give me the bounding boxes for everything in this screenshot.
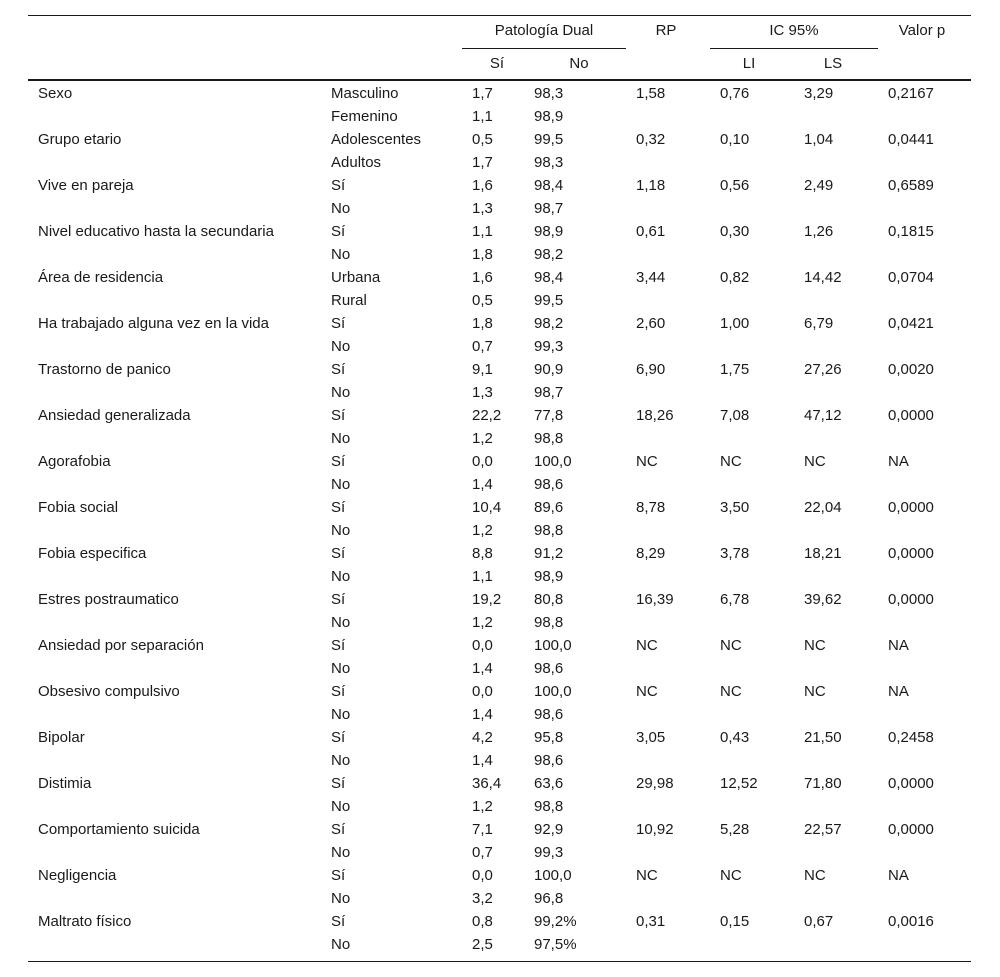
header-si: Sí <box>489 55 505 72</box>
table-header-rule <box>28 79 971 81</box>
ci-upper-value: 27,26 <box>804 361 842 378</box>
p-value: 0,0000 <box>888 775 934 792</box>
variable-label: Maltrato físico <box>38 913 132 930</box>
patologia-dual-underline <box>462 48 626 49</box>
dual-si-value: 0,7 <box>472 338 493 355</box>
variable-label: Ha trabajado alguna vez en la vida <box>38 315 269 332</box>
ci-upper-value: 1,04 <box>804 131 834 148</box>
dual-si-value: 7,1 <box>472 821 493 838</box>
p-value: 0,6589 <box>888 177 934 194</box>
dual-no-value: 98,6 <box>534 752 564 769</box>
dual-no-value: 63,6 <box>534 775 564 792</box>
category-label: Sí <box>331 867 346 884</box>
category-label: No <box>331 568 351 585</box>
variable-label: Vive en pareja <box>38 177 134 194</box>
dual-no-value: 98,9 <box>534 223 564 240</box>
variable-label: Sexo <box>38 85 73 102</box>
dual-si-value: 4,2 <box>472 729 493 746</box>
p-value: 0,0000 <box>888 499 934 516</box>
dual-si-value: 9,1 <box>472 361 493 378</box>
category-label: Sí <box>331 637 346 654</box>
dual-no-value: 98,4 <box>534 177 564 194</box>
dual-si-value: 36,4 <box>472 775 502 792</box>
dual-si-value: 1,3 <box>472 384 493 401</box>
ci-lower-value: 0,30 <box>720 223 750 240</box>
dual-si-value: 1,6 <box>472 177 493 194</box>
category-label: Sí <box>331 499 346 516</box>
dual-no-value: 98,6 <box>534 476 564 493</box>
dual-no-value: 98,3 <box>534 85 564 102</box>
dual-no-value: 99,5 <box>534 131 564 148</box>
category-label: Rural <box>331 292 367 309</box>
dual-no-value: 98,7 <box>534 200 564 217</box>
rp-value: 16,39 <box>636 591 674 608</box>
ci-upper-value: 1,26 <box>804 223 834 240</box>
dual-si-value: 1,4 <box>472 752 493 769</box>
dual-si-value: 1,1 <box>472 223 493 240</box>
category-label: No <box>331 200 351 217</box>
dual-si-value: 19,2 <box>472 591 502 608</box>
dual-no-value: 98,8 <box>534 522 564 539</box>
variable-label: Trastorno de panico <box>38 361 171 378</box>
category-label: Urbana <box>331 269 381 286</box>
dual-no-value: 91,2 <box>534 545 564 562</box>
rp-value: 10,92 <box>636 821 674 838</box>
dual-no-value: 98,7 <box>534 384 564 401</box>
dual-si-value: 1,8 <box>472 315 493 332</box>
p-value: 0,0000 <box>888 545 934 562</box>
variable-label: Obsesivo compulsivo <box>38 683 180 700</box>
p-value: 0,2458 <box>888 729 934 746</box>
variable-label: Distimia <box>38 775 92 792</box>
ci-lower-value: NC <box>720 867 742 884</box>
rp-value: 1,58 <box>636 85 666 102</box>
rp-value: 8,29 <box>636 545 666 562</box>
category-label: No <box>331 338 351 355</box>
p-value: NA <box>888 637 909 654</box>
dual-no-value: 97,5% <box>534 936 577 953</box>
rp-value: NC <box>636 867 658 884</box>
rp-value: 3,44 <box>636 269 666 286</box>
ci-upper-value: 6,79 <box>804 315 834 332</box>
dual-si-value: 1,3 <box>472 200 493 217</box>
dual-si-value: 1,2 <box>472 430 493 447</box>
rp-value: 18,26 <box>636 407 674 424</box>
dual-si-value: 1,1 <box>472 568 493 585</box>
dual-si-value: 1,4 <box>472 706 493 723</box>
category-label: Sí <box>331 361 346 378</box>
dual-si-value: 1,2 <box>472 614 493 631</box>
dual-si-value: 0,5 <box>472 292 493 309</box>
category-label: Sí <box>331 453 346 470</box>
dual-si-value: 1,1 <box>472 108 493 125</box>
dual-no-value: 100,0 <box>534 683 572 700</box>
dual-no-value: 98,8 <box>534 798 564 815</box>
dual-si-value: 0,0 <box>472 683 493 700</box>
ci-upper-value: 0,67 <box>804 913 834 930</box>
dual-si-value: 22,2 <box>472 407 502 424</box>
ci-lower-value: 0,10 <box>720 131 750 148</box>
category-label: Sí <box>331 223 346 240</box>
variable-label: Agorafobia <box>38 453 111 470</box>
rp-value: 6,90 <box>636 361 666 378</box>
ci-lower-value: 5,28 <box>720 821 750 838</box>
ci-upper-value: 14,42 <box>804 269 842 286</box>
header-valor-p: Valor p <box>898 22 946 39</box>
ci-upper-value: 22,04 <box>804 499 842 516</box>
ci-lower-value: 7,08 <box>720 407 750 424</box>
p-value: 0,0016 <box>888 913 934 930</box>
category-label: No <box>331 706 351 723</box>
dual-si-value: 1,4 <box>472 476 493 493</box>
dual-no-value: 99,2% <box>534 913 577 930</box>
rp-value: 0,61 <box>636 223 666 240</box>
dual-no-value: 98,2 <box>534 315 564 332</box>
category-label: No <box>331 246 351 263</box>
dual-no-value: 99,5 <box>534 292 564 309</box>
category-label: Masculino <box>331 85 399 102</box>
dual-si-value: 0,0 <box>472 637 493 654</box>
dual-no-value: 98,9 <box>534 568 564 585</box>
category-label: Sí <box>331 591 346 608</box>
variable-label: Ansiedad por separación <box>38 637 204 654</box>
header-ls: LS <box>823 55 843 72</box>
dual-si-value: 0,0 <box>472 453 493 470</box>
variable-label: Área de residencia <box>38 269 164 286</box>
variable-label: Bipolar <box>38 729 85 746</box>
rp-value: 2,60 <box>636 315 666 332</box>
ci-lower-value: 6,78 <box>720 591 750 608</box>
dual-no-value: 98,6 <box>534 660 564 677</box>
header-patologia-dual: Patología Dual <box>494 22 594 39</box>
category-label: No <box>331 844 351 861</box>
category-label: No <box>331 384 351 401</box>
category-label: No <box>331 660 351 677</box>
variable-label: Negligencia <box>38 867 117 884</box>
dual-no-value: 92,9 <box>534 821 564 838</box>
ci-upper-value: 21,50 <box>804 729 842 746</box>
category-label: Sí <box>331 913 346 930</box>
dual-si-value: 0,7 <box>472 844 493 861</box>
dual-si-value: 1,7 <box>472 85 493 102</box>
ci-lower-value: 0,82 <box>720 269 750 286</box>
dual-no-value: 98,3 <box>534 154 564 171</box>
dual-no-value: 98,8 <box>534 614 564 631</box>
dual-si-value: 1,2 <box>472 798 493 815</box>
variable-label: Comportamiento suicida <box>38 821 200 838</box>
p-value: 0,0000 <box>888 407 934 424</box>
ci-lower-value: 12,52 <box>720 775 758 792</box>
ci-lower-value: 0,15 <box>720 913 750 930</box>
rp-value: 1,18 <box>636 177 666 194</box>
ci-upper-value: 18,21 <box>804 545 842 562</box>
dual-si-value: 10,4 <box>472 499 502 516</box>
ci-upper-value: 2,49 <box>804 177 834 194</box>
rp-value: NC <box>636 453 658 470</box>
category-label: Sí <box>331 683 346 700</box>
ci-upper-value: 47,12 <box>804 407 842 424</box>
ci-lower-value: 3,78 <box>720 545 750 562</box>
p-value: 0,1815 <box>888 223 934 240</box>
category-label: Sí <box>331 177 346 194</box>
ci-lower-value: NC <box>720 683 742 700</box>
category-label: Sí <box>331 775 346 792</box>
variable-label: Nivel educativo hasta la secundaria <box>38 223 274 240</box>
p-value: NA <box>888 867 909 884</box>
variable-label: Fobia social <box>38 499 119 516</box>
ic95-underline <box>710 48 878 49</box>
p-value: NA <box>888 683 909 700</box>
dual-si-value: 0,8 <box>472 913 493 930</box>
ci-lower-value: NC <box>720 453 742 470</box>
ci-upper-value: NC <box>804 637 826 654</box>
variable-label: Fobia especifica <box>38 545 147 562</box>
category-label: No <box>331 890 351 907</box>
rp-value: NC <box>636 637 658 654</box>
rp-value: 3,05 <box>636 729 666 746</box>
dual-no-value: 100,0 <box>534 867 572 884</box>
category-label: Sí <box>331 821 346 838</box>
ci-upper-value: NC <box>804 453 826 470</box>
category-label: No <box>331 752 351 769</box>
dual-si-value: 1,7 <box>472 154 493 171</box>
ci-upper-value: 22,57 <box>804 821 842 838</box>
dual-no-value: 99,3 <box>534 844 564 861</box>
p-value: 0,0441 <box>888 131 934 148</box>
category-label: No <box>331 936 351 953</box>
dual-si-value: 2,5 <box>472 936 493 953</box>
dual-no-value: 99,3 <box>534 338 564 355</box>
category-label: No <box>331 430 351 447</box>
variable-label: Ansiedad generalizada <box>38 407 191 424</box>
ci-upper-value: 3,29 <box>804 85 834 102</box>
dual-no-value: 100,0 <box>534 637 572 654</box>
p-value: 0,0000 <box>888 591 934 608</box>
dual-si-value: 1,6 <box>472 269 493 286</box>
ci-upper-value: NC <box>804 683 826 700</box>
variable-label: Estres postraumatico <box>38 591 179 608</box>
ci-lower-value: 0,56 <box>720 177 750 194</box>
dual-no-value: 89,6 <box>534 499 564 516</box>
category-label: Adolescentes <box>331 131 422 148</box>
dual-no-value: 98,2 <box>534 246 564 263</box>
category-label: Sí <box>331 315 346 332</box>
rp-value: NC <box>636 683 658 700</box>
header-li: LI <box>742 55 756 72</box>
p-value: 0,2167 <box>888 85 934 102</box>
ci-lower-value: 0,43 <box>720 729 750 746</box>
category-label: Sí <box>331 545 346 562</box>
dual-no-value: 90,9 <box>534 361 564 378</box>
dual-no-value: 77,8 <box>534 407 564 424</box>
category-label: No <box>331 798 351 815</box>
ci-lower-value: 3,50 <box>720 499 750 516</box>
dual-si-value: 8,8 <box>472 545 493 562</box>
category-label: No <box>331 476 351 493</box>
category-label: Adultos <box>331 154 382 171</box>
p-value: 0,0421 <box>888 315 934 332</box>
dual-no-value: 98,4 <box>534 269 564 286</box>
ci-upper-value: 39,62 <box>804 591 842 608</box>
p-value: NA <box>888 453 909 470</box>
category-label: Sí <box>331 407 346 424</box>
category-label: Femenino <box>331 108 398 125</box>
rp-value: 8,78 <box>636 499 666 516</box>
dual-si-value: 1,2 <box>472 522 493 539</box>
dual-no-value: 100,0 <box>534 453 572 470</box>
ci-lower-value: 1,00 <box>720 315 750 332</box>
ci-lower-value: 0,76 <box>720 85 750 102</box>
p-value: 0,0000 <box>888 821 934 838</box>
dual-si-value: 1,8 <box>472 246 493 263</box>
dual-si-value: 0,0 <box>472 867 493 884</box>
p-value: 0,0020 <box>888 361 934 378</box>
rp-value: 0,32 <box>636 131 666 148</box>
dual-si-value: 3,2 <box>472 890 493 907</box>
category-label: Sí <box>331 729 346 746</box>
ci-lower-value: NC <box>720 637 742 654</box>
dual-no-value: 98,8 <box>534 430 564 447</box>
ci-lower-value: 1,75 <box>720 361 750 378</box>
dual-si-value: 1,4 <box>472 660 493 677</box>
ci-upper-value: 71,80 <box>804 775 842 792</box>
dual-no-value: 95,8 <box>534 729 564 746</box>
header-ic95: IC 95% <box>769 22 819 39</box>
p-value: 0,0704 <box>888 269 934 286</box>
dual-no-value: 80,8 <box>534 591 564 608</box>
dual-no-value: 96,8 <box>534 890 564 907</box>
dual-no-value: 98,6 <box>534 706 564 723</box>
rp-value: 29,98 <box>636 775 674 792</box>
category-label: No <box>331 614 351 631</box>
table-bottom-rule <box>28 961 971 962</box>
header-rp: RP <box>655 22 677 39</box>
dual-si-value: 0,5 <box>472 131 493 148</box>
dual-no-value: 98,9 <box>534 108 564 125</box>
rp-value: 0,31 <box>636 913 666 930</box>
variable-label: Grupo etario <box>38 131 122 148</box>
table-top-rule <box>28 15 971 16</box>
ci-upper-value: NC <box>804 867 826 884</box>
header-no: No <box>569 55 589 72</box>
category-label: No <box>331 522 351 539</box>
